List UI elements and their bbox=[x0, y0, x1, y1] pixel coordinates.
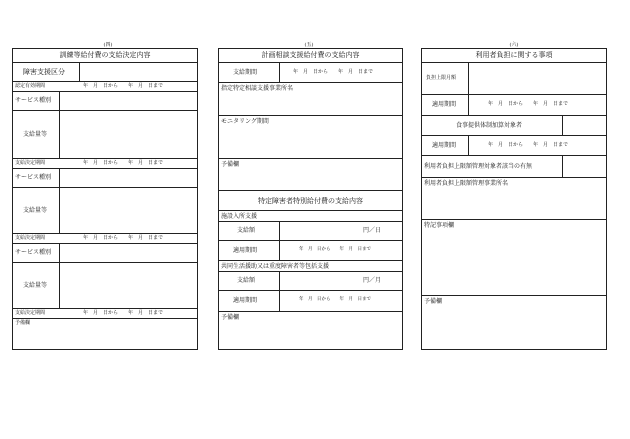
payment-period-label: 支給期間 bbox=[233, 69, 258, 76]
facility-period-row bbox=[219, 241, 402, 261]
designated-office-row bbox=[219, 83, 402, 116]
left-panel bbox=[12, 48, 198, 350]
special-title-row bbox=[219, 191, 402, 211]
group-home-period-label: 適用期間 bbox=[233, 297, 258, 304]
disability-class-row bbox=[13, 63, 197, 82]
payment-period-value: 年 月 日から 年 月 日まで bbox=[293, 69, 374, 75]
monthly-cap-row bbox=[422, 63, 606, 95]
group-home-label: 共同生活援助又は重度障害者等包括支援 bbox=[221, 263, 330, 270]
service-type-row-3 bbox=[13, 244, 197, 263]
decision-period-row-2 bbox=[13, 234, 197, 244]
group-home-amount-label: 支給額 bbox=[237, 277, 256, 284]
cap-mgmt-row bbox=[422, 156, 606, 178]
amount-label-2: 支給量等 bbox=[23, 207, 48, 214]
service-type-row-1 bbox=[13, 92, 197, 111]
monitoring-row bbox=[219, 116, 402, 159]
group-home-row bbox=[219, 261, 402, 272]
disability-class-label: 障害支援区分 bbox=[23, 68, 65, 76]
facility-row bbox=[219, 211, 402, 222]
amount-row-2 bbox=[13, 188, 197, 234]
special-notes-label: 特記事項欄 bbox=[424, 222, 455, 229]
middle-panel bbox=[218, 48, 403, 350]
amount-label-3: 支給量等 bbox=[23, 282, 48, 289]
amount-label-1: 支給量等 bbox=[23, 131, 48, 138]
group-home-period-row bbox=[219, 291, 402, 312]
facility-amount-label: 支給額 bbox=[237, 227, 256, 234]
service-type-row-2 bbox=[13, 169, 197, 188]
cert-period-value: 年 月 日から 年 月 日まで bbox=[83, 83, 164, 89]
right-remarks-label: 予備欄 bbox=[424, 298, 443, 305]
special-title: 特定障害者特別給付費の支給内容 bbox=[258, 197, 363, 205]
page-mark-left: (四) bbox=[103, 42, 113, 48]
middle-remarks-label-2: 予備欄 bbox=[221, 314, 240, 321]
decision-period-value-2: 年 月 日から 年 月 日まで bbox=[83, 235, 164, 241]
facility-period-value: 年 月 日から 年 月 日まで bbox=[299, 247, 371, 252]
cap-mgmt-label: 利用者負担上限額管理対象者該当の有無 bbox=[424, 163, 533, 170]
decision-period-row-1 bbox=[13, 159, 197, 169]
right-panel bbox=[421, 48, 607, 350]
meal-period-row bbox=[422, 136, 606, 156]
service-type-label-2: サービス種別 bbox=[15, 174, 52, 181]
decision-period-row-3 bbox=[13, 309, 197, 319]
amount-row-3 bbox=[13, 263, 197, 309]
middle-remarks-label: 予備欄 bbox=[221, 161, 240, 168]
page-mark-right: (六) bbox=[509, 42, 519, 48]
group-home-period-value: 年 月 日から 年 月 日まで bbox=[299, 297, 371, 302]
middle-title: 計画相談支援給付費の支給内容 bbox=[261, 51, 360, 59]
monthly-cap-label: 負担上限月額 bbox=[426, 75, 457, 81]
special-notes-row bbox=[422, 220, 606, 296]
cap-period-label: 適用期間 bbox=[432, 101, 457, 108]
monitoring-label: モニタリング期間 bbox=[221, 118, 269, 125]
payment-period-row bbox=[219, 63, 402, 83]
cert-period-row bbox=[13, 82, 197, 92]
decision-period-label-1: 支給決定期間 bbox=[15, 160, 46, 166]
middle-title-row bbox=[219, 49, 402, 63]
facility-period-label: 適用期間 bbox=[233, 247, 258, 254]
service-type-label-3: サービス種別 bbox=[15, 249, 52, 256]
meal-period-label: 適用期間 bbox=[432, 142, 457, 149]
decision-period-label-3: 支給決定期間 bbox=[15, 310, 46, 316]
decision-period-value-1: 年 月 日から 年 月 日まで bbox=[83, 160, 164, 166]
designated-office-label: 指定特定相談支援事業所名 bbox=[221, 85, 294, 92]
amount-row-1 bbox=[13, 111, 197, 159]
meal-row bbox=[422, 116, 606, 136]
cap-period-row bbox=[422, 95, 606, 116]
per-month-unit: 円／月 bbox=[363, 277, 382, 284]
service-type-label-1: サービス種別 bbox=[15, 97, 52, 104]
cert-period-label: 認定有効期間 bbox=[15, 83, 46, 89]
left-remarks-label: 予備欄 bbox=[15, 320, 31, 326]
decision-period-value-3: 年 月 日から 年 月 日まで bbox=[83, 310, 164, 316]
right-title: 利用者負担に関する事項 bbox=[475, 51, 553, 59]
page-mark-middle: (五) bbox=[304, 42, 314, 48]
group-home-amount-row bbox=[219, 272, 402, 291]
cap-mgmt-office-label: 利用者負担上限額管理事業所名 bbox=[424, 180, 509, 187]
left-title: 訓練等給付費の支給決定内容 bbox=[59, 51, 151, 59]
per-day-unit: 円／日 bbox=[363, 227, 382, 234]
middle-remarks-row bbox=[219, 159, 402, 191]
facility-amount-row bbox=[219, 222, 402, 241]
cap-mgmt-office-row bbox=[422, 178, 606, 220]
meal-period-value: 年 月 日から 年 月 日まで bbox=[488, 142, 569, 148]
cap-period-value: 年 月 日から 年 月 日まで bbox=[488, 101, 569, 107]
meal-label: 食事提供体制加算対象者 bbox=[456, 122, 523, 129]
left-title-row bbox=[13, 49, 197, 63]
decision-period-label-2: 支給決定期間 bbox=[15, 235, 46, 241]
right-title-row bbox=[422, 49, 606, 63]
facility-label: 施設入所支援 bbox=[221, 213, 258, 220]
